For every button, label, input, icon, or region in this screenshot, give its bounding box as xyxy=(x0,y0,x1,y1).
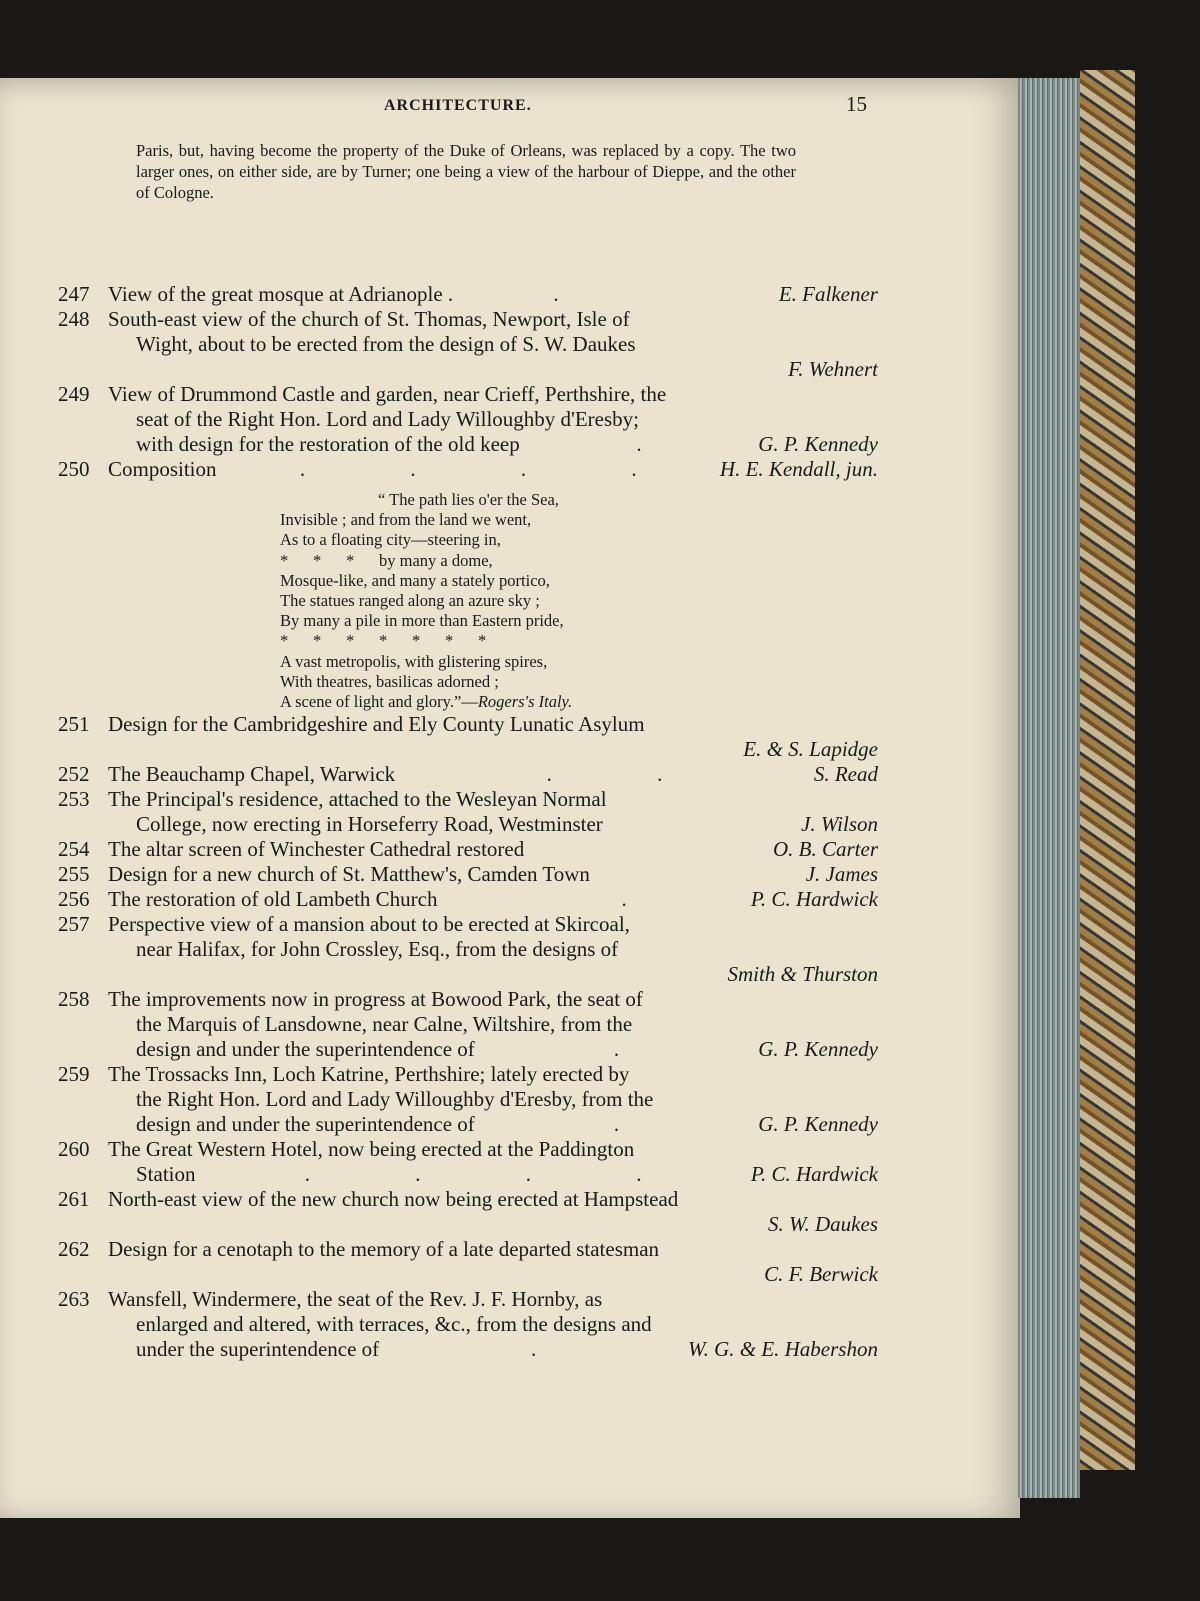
catalogue-entry-255 xyxy=(58,862,878,887)
entry-author: O. B. Carter xyxy=(773,837,878,861)
poem-citation: Rogers's Italy. xyxy=(477,692,573,712)
entry-number: 261 xyxy=(58,1187,90,1211)
leader-dots: . . . . xyxy=(299,457,637,481)
entry-text: design and under the superintendence of xyxy=(136,1112,475,1136)
entry-text: Wight, about to be erected from the design of S. W. Daukes xyxy=(136,332,636,356)
entry-text: seat of the Right Hon. Lord and Lady Willoughby d'Eresby; xyxy=(136,407,639,431)
entry-text: near Halifax, for John Crossley, Esq., from the designs of xyxy=(136,937,619,961)
leader-dot: . xyxy=(636,432,642,456)
entry-number: 259 xyxy=(58,1062,90,1086)
catalogue-entry-262 xyxy=(58,1237,878,1287)
entry-number: 250 xyxy=(58,457,90,481)
entry-author: P. C. Hardwick xyxy=(750,887,878,911)
entry-number: 254 xyxy=(58,837,90,861)
entry-author: G. P. Kennedy xyxy=(758,1037,878,1061)
continued-note: Paris, but, having become the property of the Duke of Orleans, was replaced by a copy. The two larger ones, on either side, are by Turner; one being a view of the harbour of Dieppe, and the other of Cologne. xyxy=(136,141,796,202)
catalogue-entry-247 xyxy=(58,282,878,307)
entry-author: Smith & Thurston xyxy=(727,962,878,986)
leader-dot: . xyxy=(613,1037,620,1061)
leader-dot: . xyxy=(530,1337,537,1361)
entry-text: View of the great mosque at Adrianople . xyxy=(108,282,454,306)
entry-text: Perspective view of a mansion about to be erected at Skircoal, xyxy=(108,912,630,936)
entry-text: The Trossacks Inn, Loch Katrine, Perthshire; lately erected by xyxy=(108,1062,630,1086)
leader-dot: . xyxy=(613,1112,620,1136)
catalogue-entry-257 xyxy=(58,912,878,987)
entry-number: 258 xyxy=(58,987,90,1011)
entry-author: W. G. & E. Habershon xyxy=(688,1337,878,1361)
entry-author: S. Read xyxy=(813,762,878,786)
entry-number: 262 xyxy=(58,1237,90,1261)
poem-line: As to a floating city—steering in, xyxy=(280,530,501,550)
poem-line: A scene of light and glory.”— xyxy=(280,692,478,712)
marbled-edge xyxy=(1080,70,1135,1470)
entry-text: Station xyxy=(136,1162,196,1186)
entry-number: 247 xyxy=(58,282,90,306)
entry-text: The Principal's residence, attached to the Wesleyan Normal xyxy=(108,787,607,811)
entry-text: Design for a cenotaph to the memory of a late departed statesman xyxy=(108,1237,660,1261)
running-header: ARCHITECTURE. xyxy=(384,97,532,114)
catalogue-entry-261 xyxy=(58,1187,878,1237)
catalogue-entry-248 xyxy=(58,307,878,382)
entry-number: 256 xyxy=(58,887,90,911)
entry-text: The improvements now in progress at Bowood Park, the seat of xyxy=(108,987,643,1011)
entry-text: The restoration of old Lambeth Church xyxy=(108,887,438,911)
poem-line: With theatres, basilicas adorned ; xyxy=(280,671,499,691)
entry-number: 252 xyxy=(58,762,90,786)
entry-text: the Right Hon. Lord and Lady Willoughby d'Eresby, from the xyxy=(136,1087,654,1111)
leader-dots: . . xyxy=(546,762,663,786)
entry-author: F. Wehnert xyxy=(788,357,878,381)
entry-number: 253 xyxy=(58,787,90,811)
catalogue-entry-252 xyxy=(58,762,878,787)
entry-text: Design for the Cambridgeshire and Ely County Lunatic Asylum xyxy=(108,712,645,736)
entry-text: North-east view of the new church now being erected at Hampstead xyxy=(108,1187,679,1211)
entry-text: Composition xyxy=(108,457,217,481)
poem-line: Invisible ; and from the land we went, xyxy=(280,510,532,530)
entry-number: 249 xyxy=(58,382,90,406)
catalogue-entry-259 xyxy=(58,1062,878,1137)
entry-author: E. & S. Lapidge xyxy=(743,737,878,761)
entry-text: Design for a new church of St. Matthew's, Camden Town xyxy=(108,862,590,886)
catalogue-entry-250 xyxy=(58,457,878,482)
leader-dots: . . . . xyxy=(304,1162,642,1186)
poem-line: A vast metropolis, with glistering spires, xyxy=(280,651,548,671)
entry-text: under the superintendence of xyxy=(136,1337,380,1361)
catalogue-entry-254 xyxy=(58,837,878,862)
catalogue-entry-249 xyxy=(58,382,878,457)
entry-text: design and under the superintendence of xyxy=(136,1037,475,1061)
entry-author: J. Wilson xyxy=(801,812,878,836)
poem-line: By many a pile in more than Eastern pride, xyxy=(280,611,564,631)
entry-author: G. P. Kennedy xyxy=(758,1112,878,1136)
catalogue-entry-258 xyxy=(58,987,878,1062)
entry-author: E. Falkener xyxy=(778,282,878,306)
poem-line: “ The path lies o'er the Sea, xyxy=(378,490,559,509)
entry-number: 260 xyxy=(58,1137,90,1161)
entry-number: 251 xyxy=(58,712,90,736)
catalogue-entry-253 xyxy=(58,787,878,837)
entry-author: P. C. Hardwick xyxy=(750,1162,878,1186)
page-edges xyxy=(1018,78,1080,1498)
catalogue-entry-263 xyxy=(58,1287,878,1362)
poem-line: * * * by many a dome, xyxy=(280,550,493,570)
leader-dot: . xyxy=(553,282,559,306)
entry-number: 263 xyxy=(58,1287,90,1311)
entry-text: View of Drummond Castle and garden, near Crieff, Perthshire, the xyxy=(108,382,667,406)
entry-number: 255 xyxy=(58,862,90,886)
entry-text: The Beauchamp Chapel, Warwick xyxy=(108,762,396,786)
poem-line: Mosque-like, and many a stately portico, xyxy=(280,570,550,590)
entry-number: 248 xyxy=(58,307,90,331)
poem-line: The statues ranged along an azure sky ; xyxy=(280,591,540,611)
entry-text: South-east view of the church of St. Thomas, Newport, Isle of xyxy=(108,307,630,331)
catalogue-entry-256 xyxy=(58,887,878,912)
entry-text: The Great Western Hotel, now being erected at the Paddington xyxy=(108,1137,635,1161)
entry-text: the Marquis of Lansdowne, near Calne, Wiltshire, from the xyxy=(136,1012,633,1036)
page-number: 15 xyxy=(846,92,867,116)
entry-text: College, now erecting in Horseferry Road, Westminster xyxy=(136,812,603,836)
poem-asterisks: * * * * * * * xyxy=(280,631,487,651)
entry-author: H. E. Kendall, jun. xyxy=(719,457,878,481)
entry-text: enlarged and altered, with terraces, &c., from the designs and xyxy=(136,1312,652,1336)
quoted-poem xyxy=(280,490,680,712)
entry-author: J. James xyxy=(805,862,878,886)
entry-number: 257 xyxy=(58,912,90,936)
entry-author: S. W. Daukes xyxy=(767,1212,878,1236)
leader-dot: . xyxy=(621,887,627,911)
catalogue-entry-260 xyxy=(58,1137,878,1187)
entry-author: G. P. Kennedy xyxy=(758,432,878,456)
entry-text: Wansfell, Windermere, the seat of the Rev. J. F. Hornby, as xyxy=(108,1287,603,1311)
entry-text: The altar screen of Winchester Cathedral restored xyxy=(108,837,525,861)
entry-author: C. F. Berwick xyxy=(764,1262,878,1286)
entry-text: with design for the restoration of the old keep xyxy=(136,432,520,456)
catalogue-entry-251 xyxy=(58,712,878,762)
